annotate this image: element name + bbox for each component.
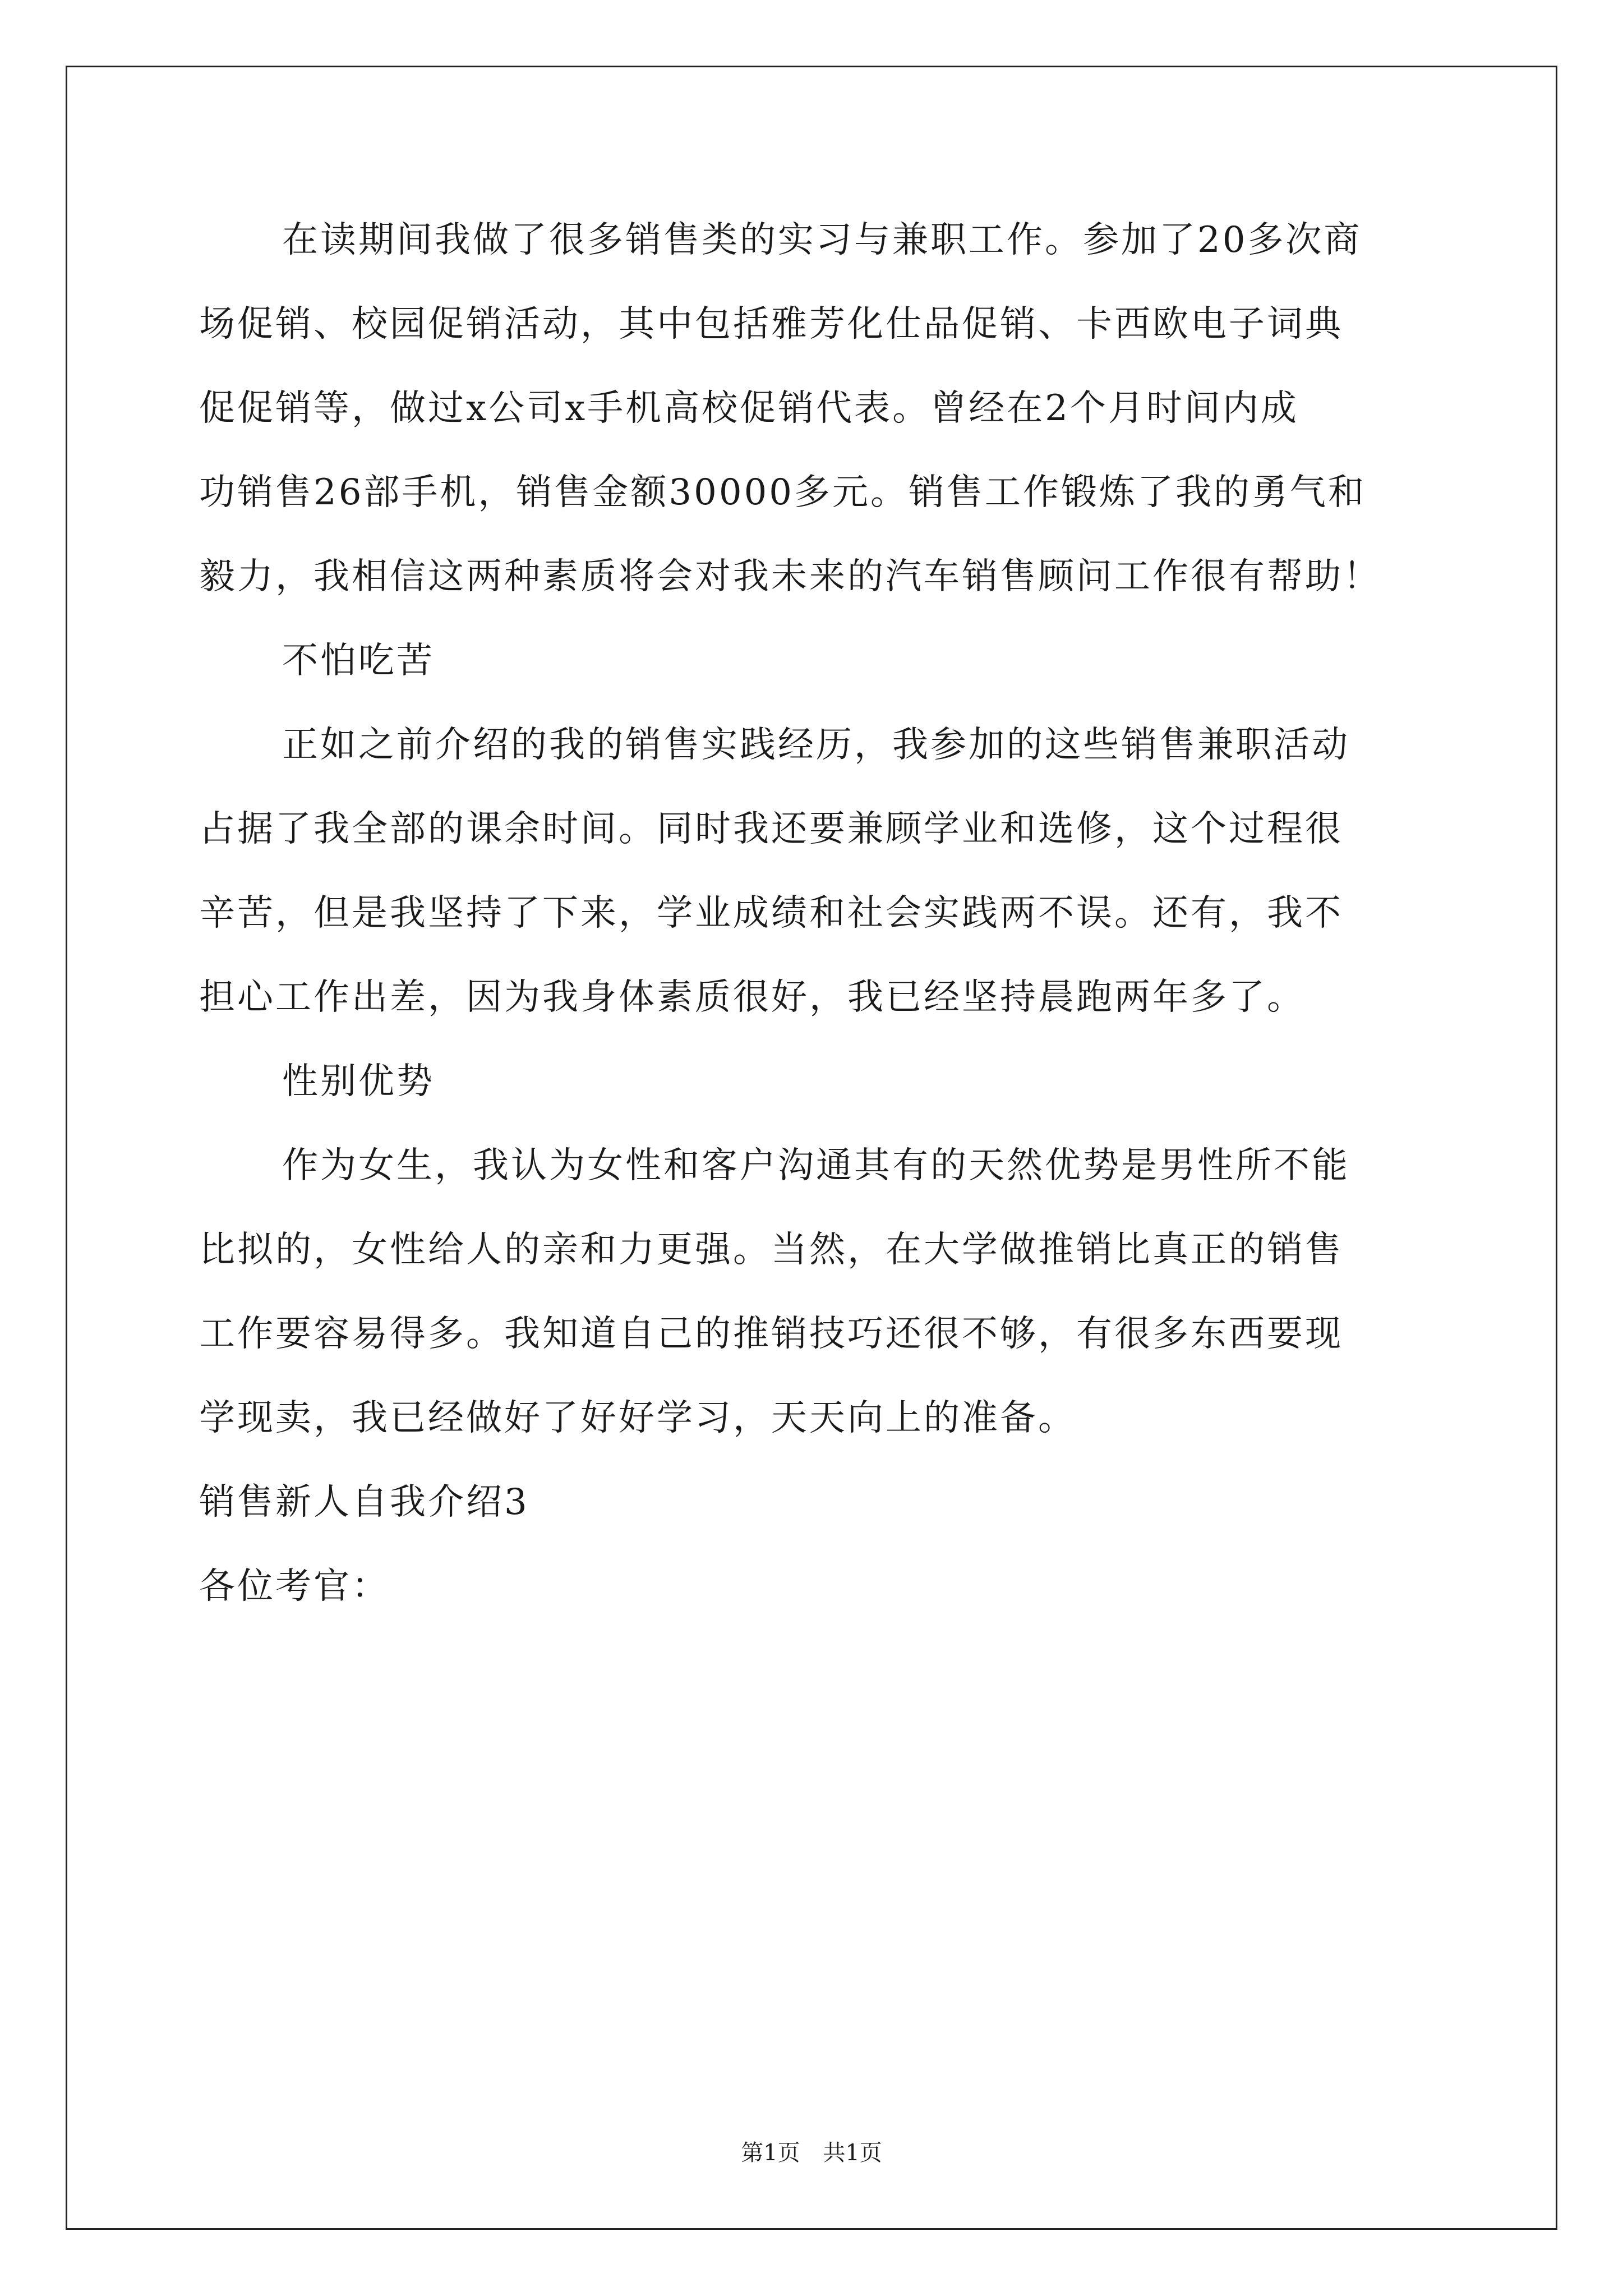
salutation: 各位考官： <box>199 1566 390 1607</box>
paragraph-line: 正如之前介绍的我的销售实践经历，我参加的这些销售兼职活动 <box>282 724 1350 766</box>
paragraph-line: 作为女生，我认为女性和客户沟通其有的天然优势是男性所不能 <box>282 1145 1350 1186</box>
page-total: 共1页 <box>823 2140 882 2166</box>
paragraph-line: 毅力，我相信这两种素质将会对我未来的汽车销售顾问工作很有帮助！ <box>199 556 1381 597</box>
section-title: 销售新人自我介绍3 <box>199 1481 529 1523</box>
section-heading: 性别优势 <box>282 1061 435 1102</box>
paragraph-line: 占据了我全部的课余时间。同时我还要兼顾学业和选修，这个过程很 <box>199 808 1343 850</box>
paragraph-line: 在读期间我做了很多销售类的实习与兼职工作。参加了20多次商 <box>282 219 1362 261</box>
paragraph-line: 工作要容易得多。我知道自己的推销技巧还很不够，有很多东西要现 <box>199 1313 1343 1355</box>
paragraph-line: 促促销等，做过x公司x手机高校促销代表。曾经在2个月时间内成 <box>199 388 1299 429</box>
paragraph-line: 担心工作出差，因为我身体素质很好，我已经坚持晨跑两年多了。 <box>199 977 1305 1018</box>
paragraph-line: 比拟的，女性给人的亲和力更强。当然，在大学做推销比真正的销售 <box>199 1229 1343 1271</box>
paragraph-line: 场促销、校园促销活动，其中包括雅芳化仕品促销、卡西欧电子词典 <box>199 303 1343 345</box>
paragraph-line: 辛苦，但是我坚持了下来，学业成绩和社会实践两不误。还有，我不 <box>199 892 1343 934</box>
paragraph-line: 功销售26部手机，销售金额30000多元。销售工作锻炼了我的勇气和 <box>199 472 1367 513</box>
page-number: 第1页 <box>741 2140 800 2166</box>
page-footer <box>0 2137 1623 2169</box>
paragraph-line: 学现卖，我已经做好了好好学习，天天向上的准备。 <box>199 1397 1076 1439</box>
section-heading: 不怕吃苦 <box>282 640 435 682</box>
